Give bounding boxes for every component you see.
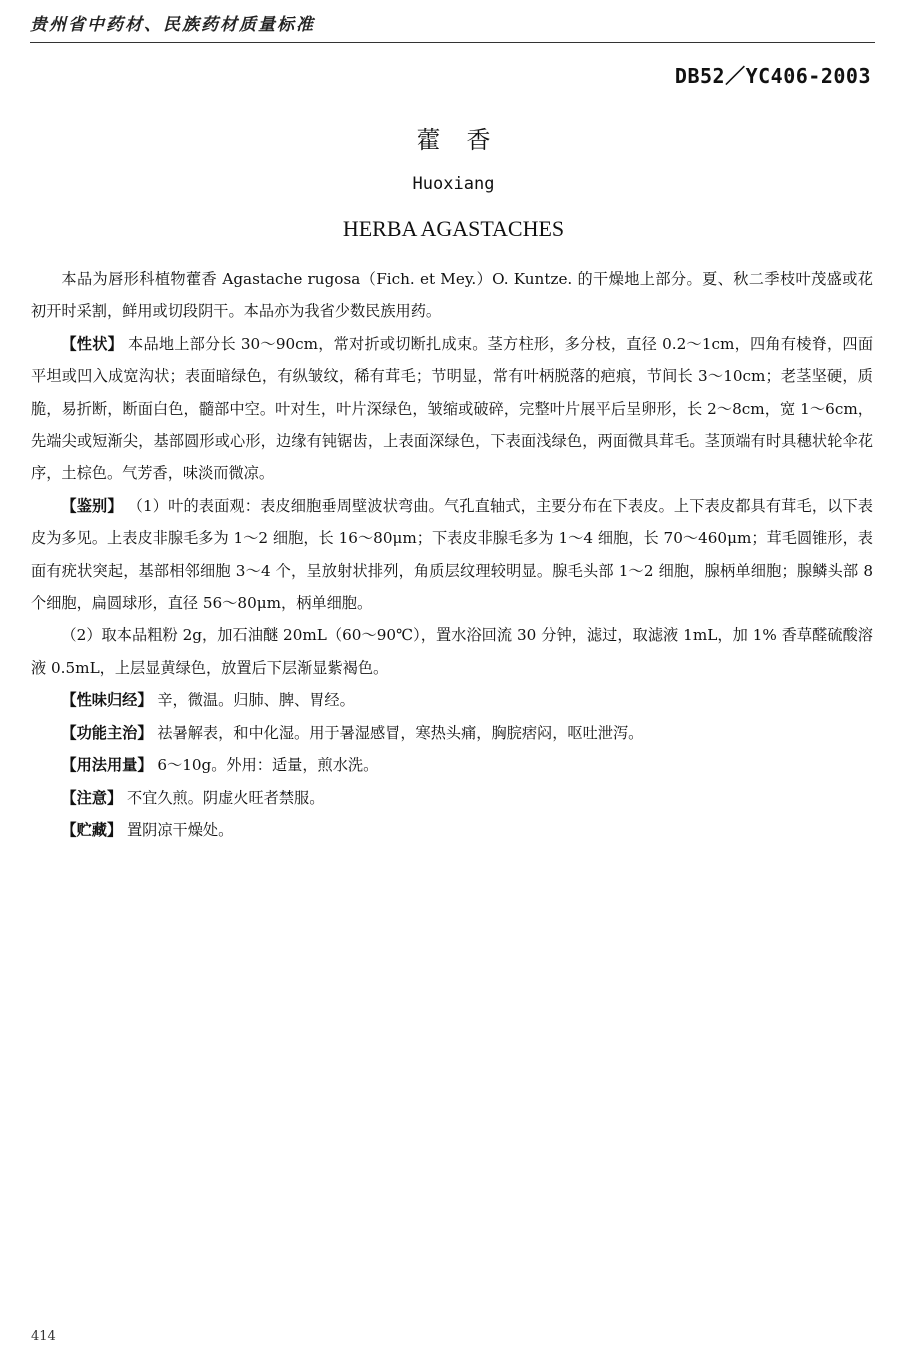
storage-label: 【贮藏】 xyxy=(61,820,123,839)
page-number: 414 xyxy=(31,1329,56,1344)
character-text: 本品地上部分长 30～90cm，常对折或切断扎成束。茎方柱形，多分枝，直径 0.2～1cm，四角有棱脊，四面平坦或凹入成宽沟状；表面暗绿色，有纵皱纹，稀有茸毛；节明显，常有叶柄脱落的疤痕，节间长 3～10cm；老茎坚硬，质脆，易折断，断面白色，髓部中空。叶对生，叶片深绿色，皱缩或破碎，完整叶片展平后呈卵形，长 2～8cm，宽 1～6cm，先端尖或短渐尖，基部圆形或心形，边缘有钝锯齿，上表面深绿色，下表面浅绿色，两面微具茸毛。茎顶端有时具穗状轮伞花序，土棕色。气芳香，味淡而微凉。 xyxy=(31,334,874,483)
identification-text-1: （1）叶的表面观：表皮细胞垂周壁波状弯曲。气孔直轴式，主要分布在下表皮。上下表皮都具有茸毛，以下表皮为多见。上表皮非腺毛多为 1～2 细胞，长 16～80μm；下表皮非腺毛多为 1～4 细胞，长 70～460μm；茸毛圆锥形，表面有疣状突起，基部相邻细胞 3～4 个，呈放射状排列，角质层纹理较明显。腺毛头部 1～2 细胞，腺柄单细胞；腺鳞头部 8 个细胞，扁圆球形，直径 56～80μm，柄单细胞。 xyxy=(31,496,873,613)
function-text: 祛暑解表，和中化湿。用于暑湿感冒，寒热头痛，胸脘痞闷，呕吐泄泻。 xyxy=(157,723,644,742)
function-label: 【功能主治】 xyxy=(61,723,153,742)
standard-number: DB52／YC406-2003 xyxy=(674,64,871,88)
character-section xyxy=(31,328,873,490)
character-label: 【性状】 xyxy=(61,334,123,353)
header-title: 贵州省中药材、民族药材质量标准 xyxy=(30,15,315,35)
intro-paragraph: 本品为唇形科植物藿香 Agastache rugosa（Fich. et Mey.）O. Kuntze. 的干燥地上部分。夏、秋二季枝叶茂盛或花初开时采割，鲜用或切段阴干。本品亦为我省少数民族用药。 xyxy=(31,270,873,321)
dosage-label: 【用法用量】 xyxy=(61,756,153,775)
page-header xyxy=(30,12,875,43)
monograph-body xyxy=(31,263,873,846)
title-chinese: 藿香 xyxy=(416,126,517,154)
identification-label: 【鉴别】 xyxy=(61,496,123,515)
identification-text-2: （2）取本品粗粉 2g，加石油醚 20mL（60～90℃），置水浴回流 30 分钟，滤过，取滤液 1mL，加 1% 香草醛硫酸溶液 0.5mL，上层显黄绿色，放置后下层渐显紫褐色。 xyxy=(31,626,873,677)
title-latin: HERBA AGASTACHES xyxy=(342,216,565,241)
identification-section xyxy=(31,490,873,620)
storage-section xyxy=(31,814,873,846)
title-pinyin: Huoxiang xyxy=(412,174,495,194)
storage-text: 置阴凉干燥处。 xyxy=(126,820,234,839)
caution-label: 【注意】 xyxy=(61,788,123,807)
nature-section xyxy=(31,684,873,716)
caution-section xyxy=(31,782,873,814)
caution-text: 不宜久煎。阴虚火旺者禁服。 xyxy=(126,788,325,807)
function-section xyxy=(31,717,873,749)
nature-text: 辛，微温。归肺、脾、胃经。 xyxy=(157,691,355,710)
nature-label: 【性味归经】 xyxy=(61,691,153,710)
dosage-text: 6～10g。外用：适量，煎水洗。 xyxy=(157,756,379,775)
dosage-section xyxy=(31,749,873,781)
